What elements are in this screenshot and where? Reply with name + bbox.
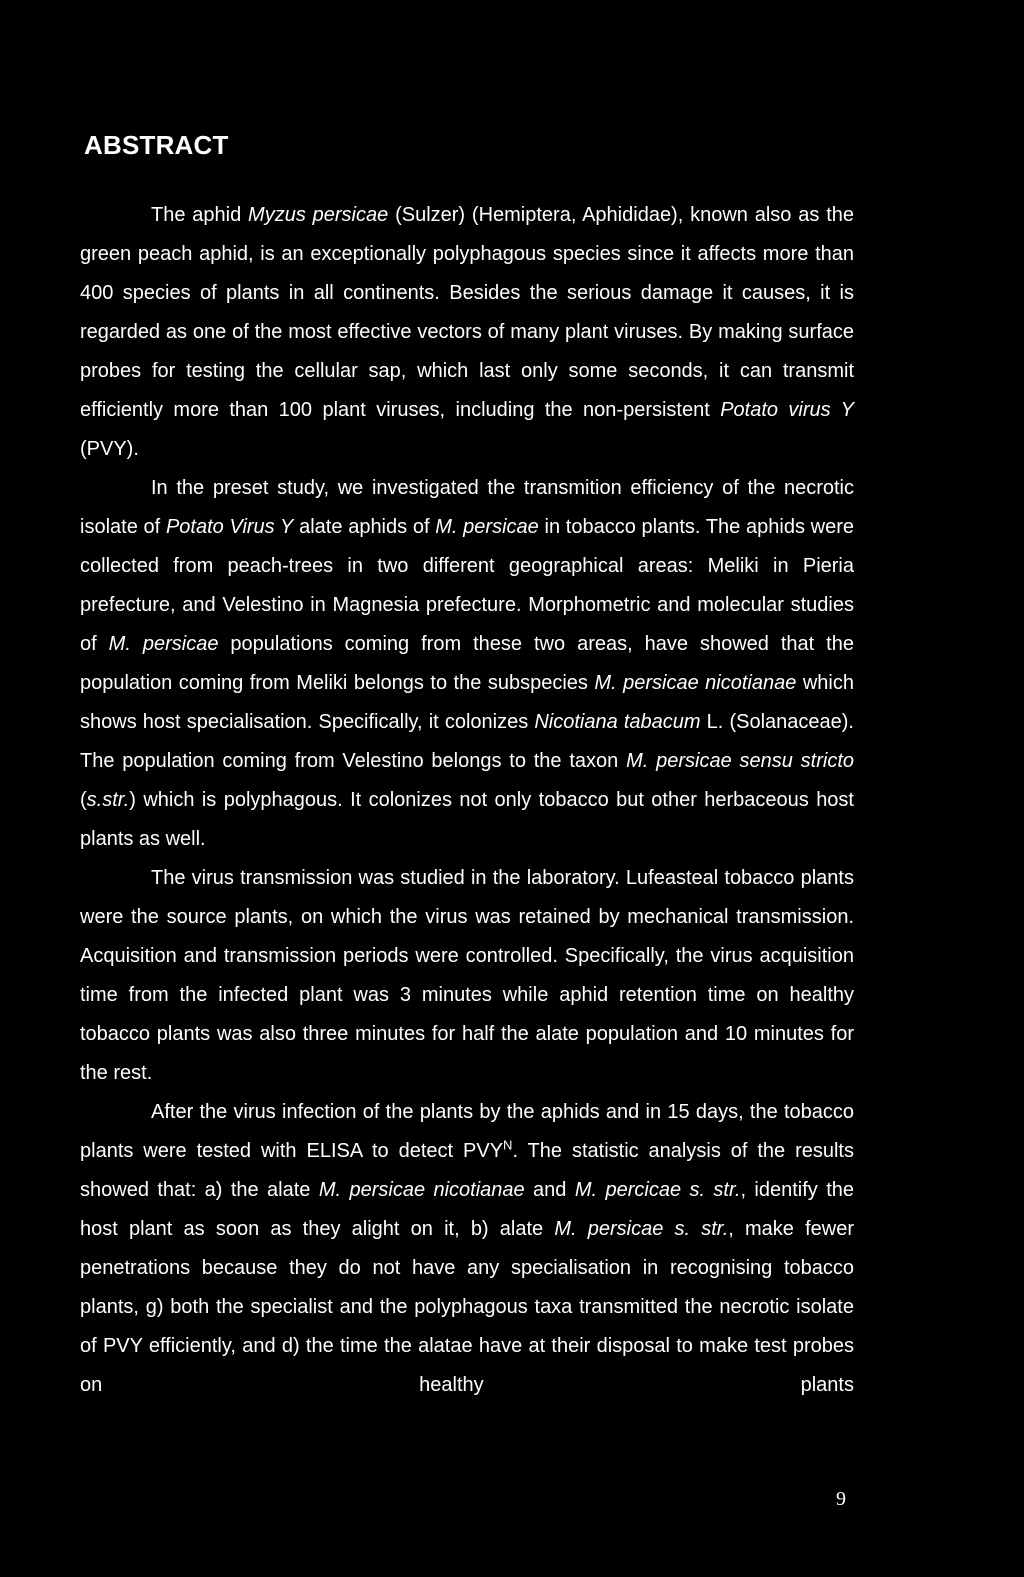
abstract-paragraph <box>80 1093 854 1405</box>
italic-text-run: Potato Virus Y <box>165 516 294 538</box>
italic-text-run: M. persicae nicotianae <box>594 672 797 694</box>
italic-text-run: s.str. <box>86 789 130 811</box>
text-run: . The statistic analysis of the results showed that: a) the alate <box>80 1140 854 1201</box>
page-number: 9 <box>836 1488 846 1510</box>
text-run: ( <box>80 789 87 811</box>
italic-text-run: M. persicae nicotianae <box>318 1179 525 1201</box>
text-run: alate aphids of <box>293 516 436 538</box>
text-run: which shows host specialisation. Specifically, it colonizes <box>80 672 854 733</box>
text-run: and <box>524 1179 575 1201</box>
text-run: , identify the host plant as soon as they alight on it, b) alate <box>80 1179 855 1240</box>
italic-text-run: M. persicae s. str. <box>554 1218 729 1240</box>
italic-text-run: M. persicae <box>435 516 539 538</box>
text-run: (PVY). <box>80 438 139 460</box>
text-run: The aphid <box>151 204 249 226</box>
superscript-run: N <box>503 1137 513 1153</box>
text-run: The virus transmission was studied in the laboratory. Lufeasteal tobacco plants were the source plants, on which the virus was retained by mechanical transmission. Acquisition and transmission periods were controlled. Specifically, the virus acquisition time from the infected plant was 3 minutes while aphid retention time on healthy tobacco plants was also three minutes for half the alate population and 10 minutes for the rest. <box>80 867 854 1084</box>
text-run: populations coming from these two areas, have showed that the population coming from Meliki belongs to the subspecies <box>80 633 854 694</box>
italic-text-run: Myzus persicae <box>248 204 389 226</box>
text-run: (Sulzer) (Hemiptera, Aphididae), known also as the green peach aphid, is an exceptionally polyphagous species since it affects more than 400 species of plants in all continents. Besides the serious damage it causes, it is regarded as one of the most effective vectors of many plant viruses. By making surface probes for testing the cellular sap, which last only some seconds, it can transmit efficiently more than 100 plant viruses, including the non-persistent <box>80 204 854 421</box>
italic-text-run: M. persicae sensu stricto <box>626 750 854 772</box>
abstract-paragraph <box>80 196 854 469</box>
italic-text-run: Nicotiana tabacum <box>534 711 701 733</box>
abstract-paragraph <box>80 859 854 1093</box>
italic-text-run: M. persicae <box>108 633 219 655</box>
italic-text-run: M. percicae s. str. <box>574 1179 741 1201</box>
abstract-title: ABSTRACT <box>84 130 229 160</box>
text-run: After the virus infection of the plants by the aphids and in 15 days, the tobacco plants were tested with ELISA to detect PVY <box>80 1101 854 1162</box>
text-run: In the preset study, we investigated the transmition efficiency of the necrotic isolate of <box>80 477 854 538</box>
text-run: L. (Solanaceae). The population coming from Velestino belongs to the taxon <box>80 711 854 772</box>
text-run: ) which is polyphagous. It colonizes not only tobacco but other herbaceous host plants as well. <box>80 789 854 850</box>
italic-text-run: Potato virus Y <box>720 399 855 421</box>
text-run: in tobacco plants. The aphids were collected from peach-trees in two different geographical areas: Meliki in Pieria prefecture, and Velestino in Magnesia prefecture. Morphometric and molecular studies of <box>80 516 855 655</box>
abstract-paragraph <box>80 469 854 859</box>
abstract-body <box>80 196 854 1405</box>
text-run: , make fewer penetrations because they do not have any specialisation in recognising tobacco plants, g) both the specialist and the polyphagous taxa transmitted the necrotic isolate of PVY efficiently, and d) the time the alatae have at their disposal to make test probes on healthy plants <box>80 1218 854 1396</box>
